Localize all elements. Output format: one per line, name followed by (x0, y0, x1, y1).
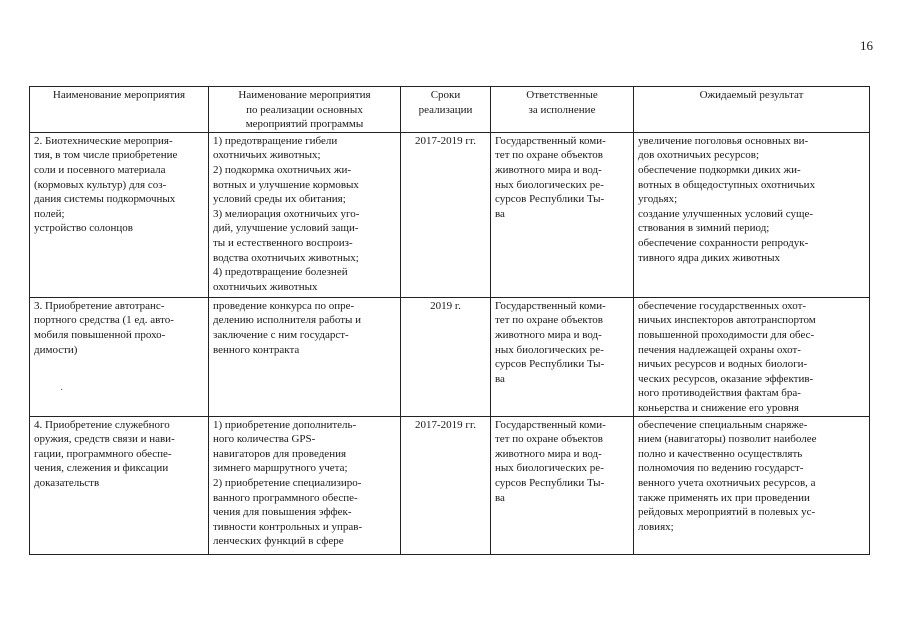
program-activities-table (29, 86, 870, 555)
cell-deadline: 2017-2019 гг. (401, 416, 491, 554)
cell-event: 3. Приобретение автотранс- портного средства (1 ед. авто- мобиля повышенной прохо- димости) (30, 297, 209, 416)
header-deadline: Сроки реализации (401, 87, 491, 133)
scan-artifact-dot: · (60, 385, 64, 396)
cell-deadline: 2017-2019 гг. (401, 132, 491, 297)
cell-deadline: 2019 г. (401, 297, 491, 416)
header-result: Ожидаемый результат (634, 87, 870, 133)
cell-event: 2. Биотехнические мероприя- тия, в том числе приобретение соли и посевного материала (кормовых культур) для соз- дания системы подкормочных полей; устройство солонцов (30, 132, 209, 297)
table-header-row (30, 87, 870, 133)
cell-result: увеличение поголовья основных ви- дов охотничьих ресурсов; обеспечение подкормки диких жи- вотных в общедоступных охотничьих угодьях; создание улучшенных условий суще- ствования в зимний период; обеспечение сохранности репродук- тивного ядра диких животных (634, 132, 870, 297)
cell-responsible: Государственный коми- тет по охране объектов животного мира и вод- ных биологических ре- сурсов Республики Ты- ва (491, 416, 634, 554)
cell-result: обеспечение специальным снаряже- нием (навигаторы) позволит наиболее полно и качественно осуществлять полномочия по ведению государст- венного учета охотничьих ресурсов, а также применять их при проведении рейдовых мероприятий в полевых ус- ловиях; (634, 416, 870, 554)
header-event: Наименование мероприятия (30, 87, 209, 133)
cell-activities: проведение конкурса по опре- делению исполнителя работы и заключение с ним государст- венного контракта (209, 297, 401, 416)
header-activities: Наименование мероприятия по реализации основных мероприятий программы (209, 87, 401, 133)
cell-activities: 1) приобретение дополнитель- ного количества GPS- навигаторов для проведения зимнего маршрутного учета; 2) приобретение специализиро- ванного программного обеспе- чения для повышения эффек- тивности контрольных и управ- ленческих функций в сфере (209, 416, 401, 554)
cell-event: 4. Приобретение служебного оружия, средств связи и нави- гации, программного обеспе- чения, слежения и фиксации доказательств (30, 416, 209, 554)
header-responsible: Ответственные за исполнение (491, 87, 634, 133)
table-row (30, 297, 870, 416)
cell-responsible: Государственный коми- тет по охране объектов животного мира и вод- ных биологических ре- сурсов Республики Ты- ва (491, 297, 634, 416)
cell-result: обеспечение государственных охот- ничьих инспекторов автотранспортом повышенной проходимости для обес- печения надлежащей охраны охот- ничьих ресурсов и водных биологи- ческих ресурсов, оказание эффектив- ного противодействия фактам бра- коньерства и снижение его уровня (634, 297, 870, 416)
page-number: 16 (860, 38, 873, 53)
cell-responsible: Государственный коми- тет по охране объектов животного мира и вод- ных биологических ре- сурсов Республики Ты- ва (491, 132, 634, 297)
cell-activities: 1) предотвращение гибели охотничьих животных; 2) подкормка охотничьих жи- вотных и улучшение кормовых условий среды их обитания; 3) мелиорация охотничьих уго- дий, улучшение условий защи- ты и естественного воспроиз- водства охотничьих животных; 4) предотвращение болезней охотничьих животных (209, 132, 401, 297)
table-row (30, 416, 870, 554)
table-row (30, 132, 870, 297)
